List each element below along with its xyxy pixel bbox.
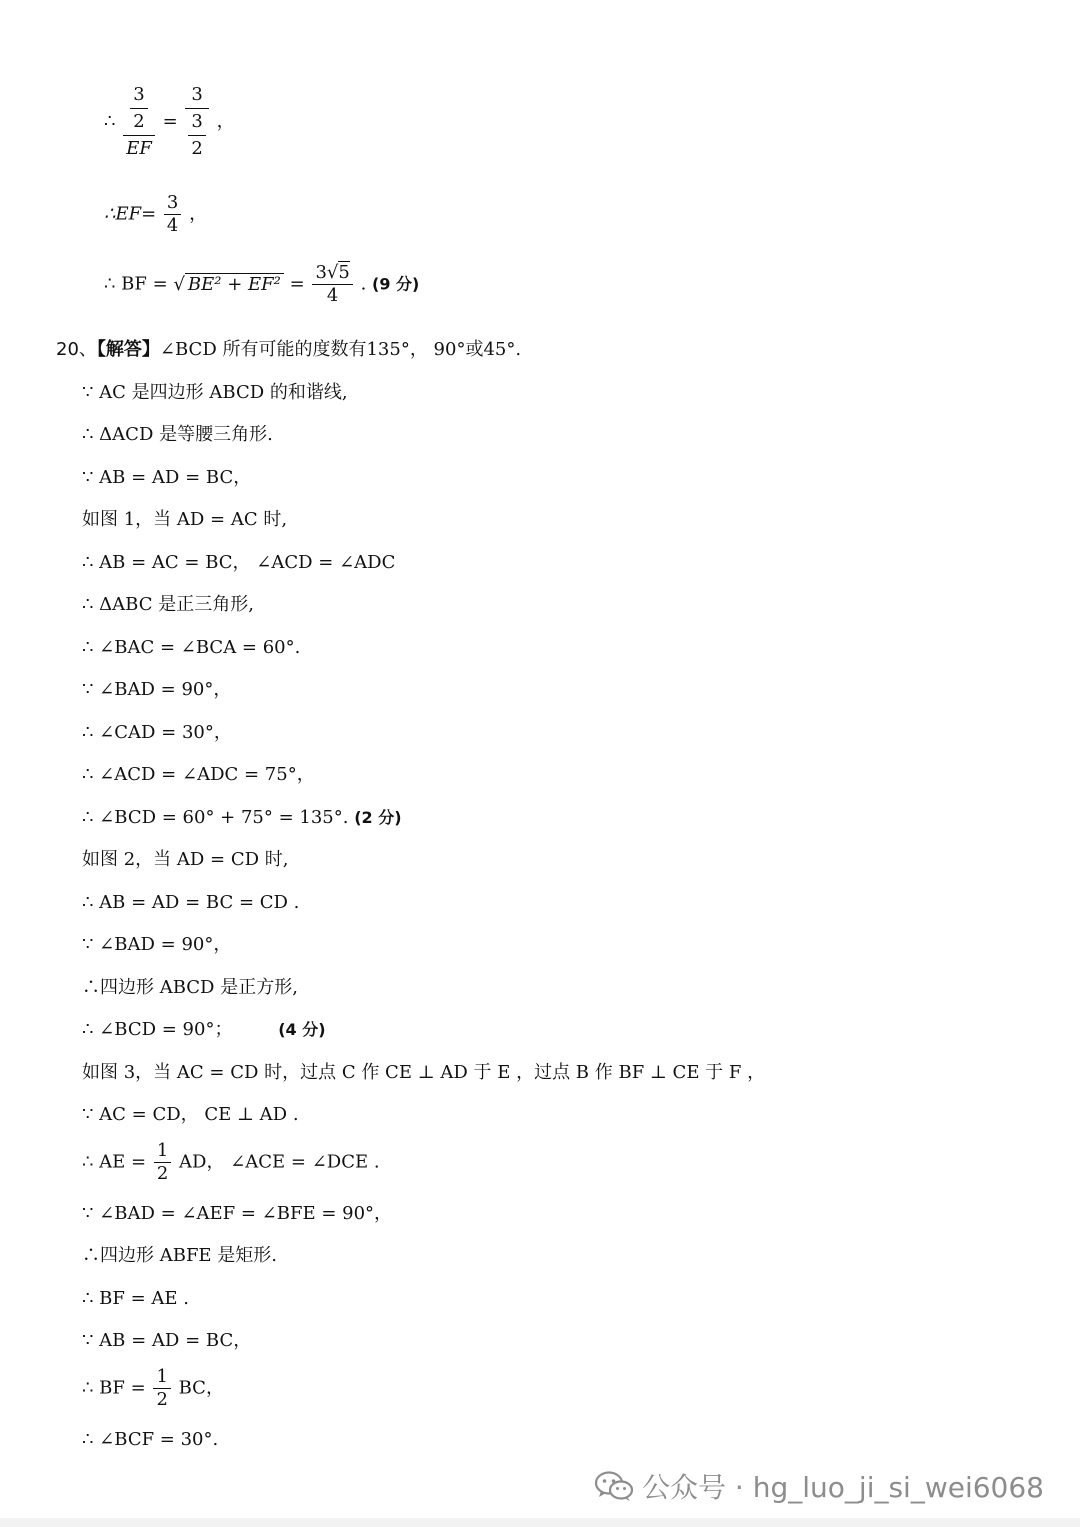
q20-line: ∴ ∠CAD = 30°， [82, 722, 232, 743]
rhs-inner-den: 2 [191, 138, 203, 159]
coefficient: 3 [315, 262, 327, 283]
q20-line: 如图 3，当 AC = CD 时，过点 C 作 CE ⊥ AD 于 E ，过点 B 作 BF ⊥ CE 于 F ， [82, 1062, 766, 1083]
frac-den: 4 [166, 215, 179, 236]
comma: ， [216, 111, 235, 132]
frac-den: 2 [156, 1389, 168, 1410]
q20-line: ∵ AC 是四边形 ABCD 的和谐线, [82, 382, 348, 403]
eq-ef-ratio [104, 82, 235, 162]
fraction-3-over-3-2 [185, 82, 208, 162]
q20-line: ∴ AB = AD = BC = CD . [82, 892, 300, 913]
q20-line: ∴ ∠BCF = 30°. [82, 1429, 219, 1450]
period: . [360, 273, 367, 295]
question-number: 20、 [56, 339, 97, 360]
bf-suffix: BC， [178, 1377, 224, 1399]
frac-denominator: EF [126, 138, 152, 159]
inner-den: 2 [133, 111, 145, 132]
q20-line: ∴ ΔACD 是等腰三角形. [82, 424, 273, 445]
equals-sign: = [162, 111, 178, 132]
frac-den: 2 [156, 1163, 169, 1184]
q20-line: ∵ ∠BAD = 90°， [82, 679, 232, 700]
therefore-symbol: ∴ [104, 111, 116, 132]
q20-line: ∵ AB = AD = BC， [82, 467, 252, 488]
q20-header [56, 338, 521, 362]
inner-num: 3 [130, 82, 147, 109]
q20-line: ∴ ∠BAC = ∠BCA = 60°. [82, 637, 301, 658]
radical-sign: √ [326, 262, 339, 283]
ef-prefix: ∴EF= [104, 203, 157, 225]
q20-line: ∴四边形 ABCD 是正方形, [82, 977, 298, 998]
frac-num [312, 262, 352, 285]
bf-prefix: ∴ BF = [82, 1377, 146, 1399]
equals-sign: = [289, 273, 305, 295]
radicand: BE² + EF² [185, 273, 284, 295]
inner-fraction [130, 82, 147, 135]
eq-bf-value [104, 262, 419, 307]
comma: ， [189, 203, 208, 225]
q20-line: ∴ ∠ACD = ∠ADC = 75°， [82, 764, 315, 785]
q20-line: ∵ AB = AD = BC， [82, 1330, 252, 1351]
radical-sign: √ [173, 273, 185, 295]
sqrt-be-ef [173, 273, 283, 297]
line-text: ∴ ∠BCD = 90°； [82, 1019, 233, 1040]
watermark-text: 公众号 · hg_luo_ji_si_wei6068 [642, 1471, 1044, 1504]
rhs-numerator: 3 [185, 82, 208, 109]
answer-summary: ∠BCD 所有可能的度数有135°， 90°或45°. [159, 339, 522, 360]
q20-line: ∴ BF = AE . [82, 1288, 189, 1309]
score-2: (2 分) [354, 808, 402, 827]
q20-line: 如图 2，当 AD = CD 时, [82, 849, 289, 870]
fraction-1-2 [154, 1140, 171, 1185]
watermark [594, 1466, 1044, 1506]
bf-prefix: ∴ BF = [104, 273, 168, 295]
frac-den: 4 [326, 285, 339, 306]
rhs-inner-num: 3 [188, 109, 205, 136]
ae-prefix: ∴ AE = [82, 1151, 147, 1173]
q20-line: ∴四边形 ABFE 是矩形. [82, 1245, 278, 1266]
q20-line: ∴ AB = AC = BC， ∠ACD = ∠ADC [82, 552, 396, 573]
q20-line: 如图 1，当 AD = AC 时, [82, 509, 288, 530]
frac-num: 1 [154, 1140, 171, 1163]
answer-label: 【解答】 [96, 339, 160, 360]
q20-line: ∴ ΔABC 是正三角形, [82, 594, 254, 615]
eq-ef-value [104, 192, 207, 237]
ae-suffix: AD， ∠ACE = ∠DCE . [179, 1151, 380, 1173]
wechat-icon [594, 1470, 634, 1502]
fraction-3-4 [164, 192, 181, 237]
q20-line: ∵ AC = CD， CE ⊥ AD . [82, 1104, 299, 1125]
score-4: (4 分) [278, 1020, 326, 1039]
frac-num: 1 [153, 1366, 170, 1389]
q20-bf-line [82, 1366, 224, 1411]
radicand-5: 5 [338, 262, 350, 283]
frac-num: 3 [164, 192, 181, 215]
rhs-denominator [185, 109, 208, 162]
q20-line-with-score [82, 1018, 326, 1042]
q20-line: ∵ ∠BAD = 90°， [82, 934, 232, 955]
q20-line: ∵ ∠BAD = ∠AEF = ∠BFE = 90°， [82, 1203, 393, 1224]
bottom-band [0, 1518, 1080, 1527]
q20-line-with-score [82, 806, 402, 830]
score-9: (9 分) [372, 274, 420, 294]
fraction-3-2-over-ef [123, 82, 155, 162]
fraction-1-2 [153, 1366, 170, 1411]
rhs-inner-fraction [188, 109, 205, 162]
line-text: ∴ ∠BCD = 60° + 75° = 135°. [82, 807, 349, 828]
fraction-3sqrt5-4 [312, 262, 352, 307]
frac-numerator [123, 82, 155, 136]
q20-ae-line [82, 1140, 380, 1185]
